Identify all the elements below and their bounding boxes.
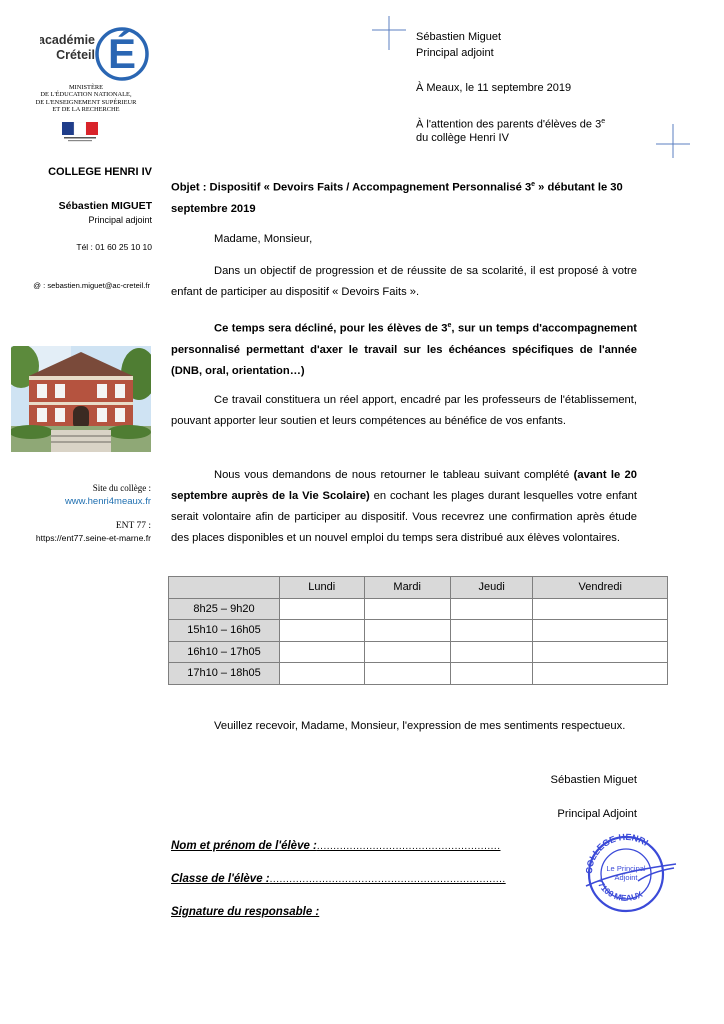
stamp-bottom-path: 77100 MEAUX [594,876,645,904]
table-corner-cell [169,577,280,599]
site-label: Site du collège : [92,483,151,493]
checkbox-cell[interactable] [280,598,365,620]
signature-role: Principal Adjoint [557,808,637,820]
student-name-label: Nom et prénom de l'élève : [171,840,317,852]
ministere-line: ET DE LA RECHERCHE [52,106,120,114]
table-header-cell: Mardi [364,577,450,599]
header-sender-name: Sébastien Miguet [416,31,501,43]
subject-text-b: » débutant le 30 septembre 2019 [171,181,623,215]
stamp-top-path: COLLEGE HENRI [583,831,650,875]
p2-text-a: Ce temps sera décliné, pour les élèves de 3 [214,322,448,335]
paragraph-2 [171,315,637,382]
table-row [169,641,668,663]
time-slot-cell: 16h10 – 17h05 [169,641,280,663]
site-link[interactable]: www.henri4meaux.fr [64,496,151,507]
table-header-cell: Vendredi [533,577,668,599]
crosshair-mark [372,16,406,55]
attention-text: À l'attention des parents d'élèves de 3 [416,118,602,131]
p2-text-b: , sur un temps d'accompagnement personnalisé permettant d'axer le travail sur les échéances spécifiques de l'année (DNB, oral, orientation…) [171,322,638,377]
attention-line-1 [416,115,605,132]
checkbox-cell[interactable] [364,598,450,620]
checkbox-cell[interactable] [533,620,668,642]
checkbox-cell[interactable] [450,663,533,685]
stamp-inner-1: Le Principal [606,864,646,873]
ent-link[interactable]: https://ent77.seine-et-marne.fr [35,533,151,543]
logo-line1: académie [40,33,95,47]
student-class-field[interactable] [171,873,506,885]
place-date: À Meaux, le 11 septembre 2019 [416,82,572,94]
subject-sup: e [531,181,536,188]
sidebar-phone: Tél : 01 60 25 10 10 [76,242,152,252]
sidebar-email[interactable]: @ : sebastien.miguet@ac-creteil.fr [33,281,150,290]
table-row [169,598,668,620]
sidebar-sender-name: Sébastien MIGUET [58,200,152,212]
student-class-dots: ........................................................................ [269,874,506,885]
table-header-row [169,577,668,599]
table-row [169,663,668,685]
schedule-table [168,576,668,685]
logo-line2: Créteil [56,48,95,62]
salutation: Madame, Monsieur, [214,233,313,245]
college-name: COLLEGE HENRI IV [48,166,152,178]
college-building-photo [11,346,151,452]
checkbox-cell[interactable] [533,663,668,685]
student-class-label: Classe de l'élève : [171,873,270,885]
p4-deadline: (avant le 20 septembre auprès de la Vie Scolaire) [171,469,637,502]
p2-sup: e [447,322,452,329]
table-header-cell: Lundi [280,577,365,599]
time-slot-cell: 15h10 – 16h05 [169,620,280,642]
crosshair-mark [656,124,690,163]
checkbox-cell[interactable] [280,620,365,642]
checkbox-cell[interactable] [450,620,533,642]
college-stamp [578,826,678,916]
checkbox-cell[interactable] [533,598,668,620]
letter-subject [171,174,637,220]
ministere-line: MINISTÈRE [68,84,104,91]
ministere-line: DE L'ÉDUCATION NATIONALE, [40,91,132,99]
header-sender-role: Principal adjoint [416,47,494,59]
signature-name: Sébastien Miguet [550,774,637,786]
guardian-signature-label: Signature du responsable : [171,906,320,918]
time-slot-cell: 8h25 – 9h20 [169,598,280,620]
sidebar-sender-role: Principal adjoint [88,215,152,225]
republique-francaise-logo [60,122,100,144]
time-slot-cell: 17h10 – 18h05 [169,663,280,685]
checkbox-cell[interactable] [280,663,365,685]
checkbox-cell[interactable] [364,663,450,685]
student-name-field[interactable] [171,840,500,852]
guardian-signature-field[interactable] [171,906,319,918]
ent-label: ENT 77 : [115,521,151,531]
stamp-inner-2: Adjoint [614,873,638,882]
paragraph-4 [171,465,637,549]
closing-formula: Veuillez recevoir, Madame, Monsieur, l'expression de mes sentiments respectueux. [214,720,626,732]
checkbox-cell[interactable] [364,641,450,663]
logo-letter: É [107,30,137,77]
checkbox-cell[interactable] [450,598,533,620]
ministere-label [10,84,162,114]
student-name-dots: ........................................................ [316,841,501,852]
paragraph-1: Dans un objectif de progression et de réussite de sa scolarité, il est proposé à votre enfant de participer au dispositif « Devoirs Faits ». [171,265,637,298]
paragraph-3: Ce travail constituera un réel apport, encadré par les professeurs de l'établissement, pouvant apporter leur soutien et leurs compétences au bénéfice de vos enfants. [171,394,637,427]
checkbox-cell[interactable] [364,620,450,642]
p4-text-a: Nous vous demandons de nous retourner le tableau suivant complété [214,469,574,481]
checkbox-cell[interactable] [450,641,533,663]
attention-line-2: du collège Henri IV [416,132,509,144]
p4-text-b: en cochant les plages durant lesquelles votre enfant serait volontaire afin de participer au dispositif. Vous recevrez une confirmation après étude des places disponibles et un nouvel emploi du temps sera distribué aux élèves volontaires. [171,490,638,544]
checkbox-cell[interactable] [533,641,668,663]
table-row [169,620,668,642]
attention-sup: e [601,118,606,125]
checkbox-cell[interactable] [280,641,365,663]
ministere-line: DE L'ENSEIGNEMENT SUPÉRIEUR [35,98,137,106]
table-header-cell: Jeudi [450,577,533,599]
subject-text-a: Objet : Dispositif « Devoirs Faits / Accompagnement Personnalisé 3 [171,181,532,194]
